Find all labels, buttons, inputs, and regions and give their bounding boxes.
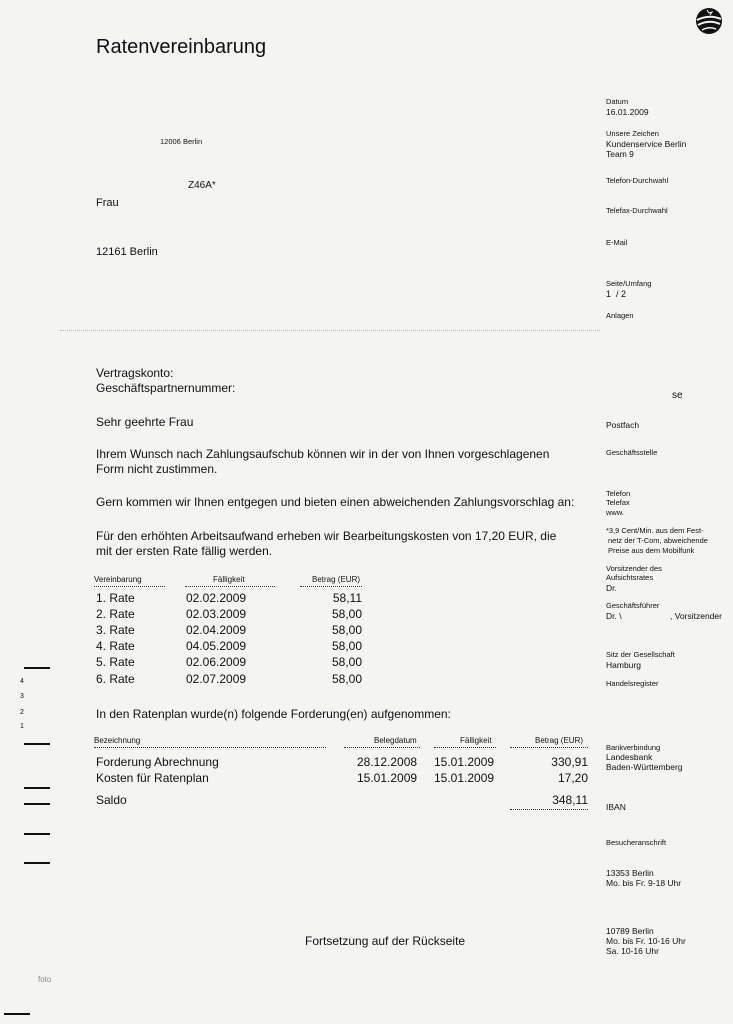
document-title: Ratenvereinbarung [96, 36, 267, 58]
rate-label: 1. Rate [96, 591, 135, 605]
recipient-salutation: Frau [96, 197, 119, 209]
paragraph-4: In den Ratenplan wurde(n) folgende Forderung(en) aufgenommen: [96, 707, 451, 721]
recipient-city: 12161 Berlin [96, 246, 158, 258]
saldo-amount: 348,11 [552, 793, 588, 807]
continuation-note: Fortsetzung auf der Rückseite [305, 934, 466, 948]
iban-label: IBAN [606, 802, 626, 812]
claim-faelligkeit: 15.01.2009 [434, 771, 495, 785]
vertragskonto-label: Vertragskonto: [96, 366, 174, 380]
www-label: www. [606, 508, 624, 517]
telefax-label: Telefax [606, 498, 630, 507]
rate-label: 3. Rate [96, 623, 135, 637]
geschaeftsfuehrer-label: Geschäftsführer [606, 601, 660, 610]
margin-number: 4 [20, 678, 24, 685]
cent-note-1: *3,9 Cent/Min. aus dem Fest- [606, 526, 704, 535]
address1-city: 13353 Berlin [606, 868, 654, 878]
fold-mark [24, 833, 50, 835]
fold-mark [24, 862, 50, 864]
greeting: Sehr geehrte Frau [96, 415, 194, 429]
cent-note-3: Preise aus dem Mobilfunk [608, 546, 695, 555]
claims-header-betrag: Betrag (EUR) [535, 736, 584, 745]
sitz-label: Sitz der Gesellschaft [606, 650, 675, 659]
margin-number: 3 [20, 693, 24, 700]
claim-belegdatum: 15.01.2009 [357, 771, 418, 785]
address2-city: 10789 Berlin [606, 926, 654, 936]
zeichen-value-2: Team 9 [606, 149, 634, 159]
saldo-rule [510, 809, 588, 810]
company-logo-icon [694, 6, 724, 36]
rates-header-vereinbarung: Vereinbarung [94, 575, 142, 584]
rate-label: 4. Rate [96, 639, 135, 653]
fold-mark [24, 667, 50, 669]
sidebar-fragment: se [672, 390, 683, 401]
claim-faelligkeit: 15.01.2009 [434, 755, 495, 769]
rates-header-rule [300, 586, 362, 587]
seite-label: Seite/Umfang [606, 279, 652, 288]
rates-header-betrag: Betrag (EUR) [312, 575, 361, 584]
telefon-durchwahl-label: Telefon-Durchwahl [606, 176, 669, 185]
handelsregister-label: Handelsregister [606, 679, 659, 688]
rate-amount: 58,00 [331, 607, 362, 621]
claims-header-rule [94, 747, 326, 748]
rates-header-rule [94, 586, 165, 587]
datum-value: 16.01.2009 [606, 107, 649, 117]
claims-header-rule [510, 747, 588, 748]
address2-hours-1: Mo. bis Fr. 10-16 Uhr [606, 936, 686, 946]
claims-header-belegdatum: Belegdatum [374, 736, 417, 745]
rate-amount: 58,00 [331, 672, 362, 686]
geschaeftsfuehrer-name: Dr. \ [606, 611, 622, 621]
sender-line: 12006 Berlin [160, 137, 203, 146]
vorsitz-label-1: Vorsitzender des [606, 564, 662, 573]
claim-label: Kosten für Ratenplan [96, 771, 209, 785]
telefon-label: Telefon [606, 489, 631, 498]
rates-header-faelligkeit: Fälligkeit [213, 575, 245, 584]
address1-hours: Mo. bis Fr. 9-18 Uhr [606, 878, 682, 888]
margin-number: 1 [20, 723, 24, 730]
saldo-label: Saldo [96, 793, 127, 807]
paragraph-1-line-1: Ihrem Wunsch nach Zahlungsaufschub können wir in der von Ihnen vorgeschlagenen [96, 447, 550, 461]
rate-date: 02.07.2009 [186, 672, 247, 686]
rates-header-rule [185, 586, 275, 587]
bank-name-1: Landesbank [606, 752, 653, 762]
paragraph-2: Gern kommen wir Ihnen entgegen und bieten einen abweichenden Zahlungsvorschlag an: [96, 495, 575, 509]
fold-mark [24, 803, 50, 805]
fold-mark [4, 1013, 30, 1015]
cent-note-2: netz der T-Com, abweichende [608, 536, 708, 545]
rate-amount: 58,00 [331, 655, 362, 669]
vorsitz-label-2: Aufsichtsrates [606, 573, 654, 582]
rate-label: 5. Rate [96, 655, 135, 669]
zeichen-value-1: Kundenservice Berlin [606, 139, 687, 149]
sitz-value: Hamburg [606, 660, 641, 670]
anlagen-label: Anlagen [606, 311, 634, 320]
bank-name-2: Baden-Württemberg [606, 762, 683, 772]
besucheranschrift-label: Besucheranschrift [606, 838, 667, 847]
rate-date: 02.04.2009 [186, 623, 247, 637]
claims-header-faelligkeit: Fälligkeit [460, 736, 492, 745]
rate-label: 6. Rate [96, 672, 135, 686]
datum-label: Datum [606, 97, 629, 106]
geschaeftsstelle-label: Geschäftsstelle [606, 448, 658, 457]
rate-amount: 58,11 [332, 591, 362, 605]
rate-date: 02.02.2009 [186, 591, 247, 605]
rate-date: 04.05.2009 [186, 639, 247, 653]
email-label: E-Mail [606, 238, 628, 247]
claim-belegdatum: 28.12.2008 [357, 755, 418, 769]
claims-header-rule [434, 747, 496, 748]
recipient-code: Z46A* [188, 180, 216, 191]
address2-hours-2: Sa. 10-16 Uhr [606, 946, 659, 956]
fold-rule [60, 330, 600, 331]
paragraph-1-line-2: Form nicht zustimmen. [96, 462, 218, 476]
paragraph-3-line-1: Für den erhöhten Arbeitsaufwand erheben wir Bearbeitungskosten von 17,20 EUR, die [96, 529, 557, 543]
zeichen-label: Unsere Zeichen [606, 129, 659, 138]
rate-amount: 58,00 [331, 623, 362, 637]
postfach: Postfach [606, 420, 640, 430]
claims-header-rule [344, 747, 420, 748]
bank-label: Bankverbindung [606, 743, 661, 752]
seite-value: 1 / 2 [606, 289, 627, 299]
geschaeftspartnernummer-label: Geschäftspartnernummer: [96, 381, 236, 395]
paragraph-3-line-2: mit der ersten Rate fällig werden. [96, 544, 273, 558]
rate-date: 02.03.2009 [186, 607, 247, 621]
claims-header-bezeichnung: Bezeichnung [94, 736, 141, 745]
rate-date: 02.06.2009 [186, 655, 247, 669]
claim-amount: 17,20 [557, 771, 588, 785]
claim-amount: 330,91 [551, 755, 588, 769]
fold-mark [24, 787, 50, 789]
watermark: foto [38, 975, 52, 984]
rate-label: 2. Rate [96, 607, 135, 621]
rate-amount: 58,00 [331, 639, 362, 653]
margin-number: 2 [20, 709, 24, 716]
vorsitz-name: Dr. [606, 583, 617, 593]
telefax-durchwahl-label: Telefax-Durchwahl [606, 206, 668, 215]
claim-label: Forderung Abrechnung [96, 755, 219, 769]
geschaeftsfuehrer-vorsitz: , Vorsitzender [670, 611, 722, 621]
fold-mark [24, 743, 50, 745]
